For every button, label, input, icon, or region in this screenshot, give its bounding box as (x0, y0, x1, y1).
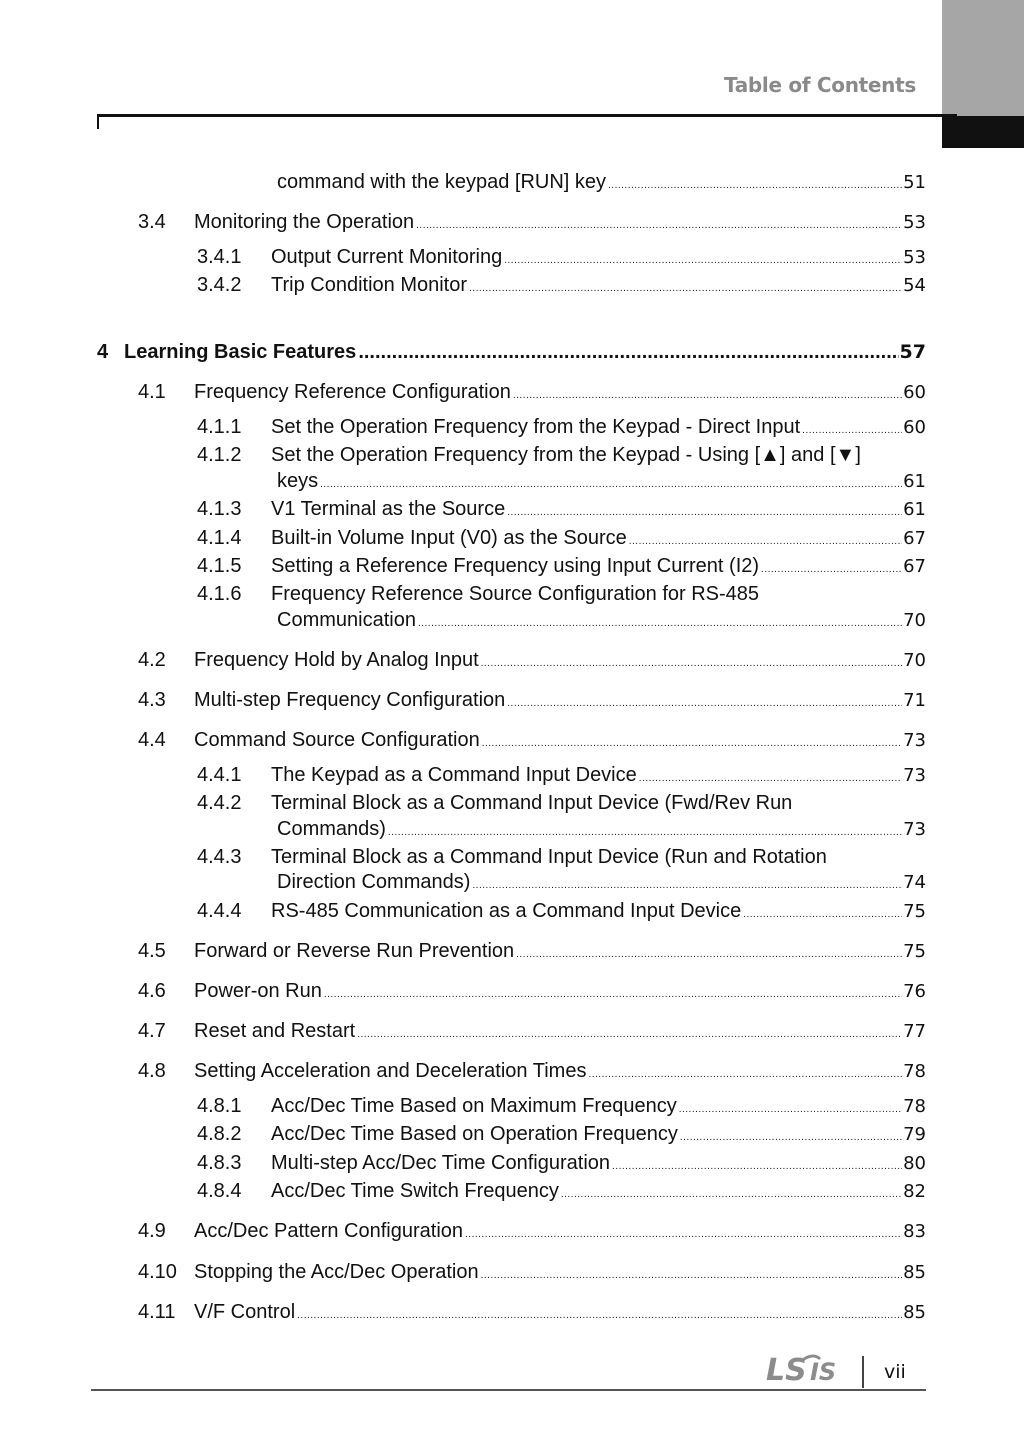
toc-entry-title: Learning Basic Features (124, 341, 357, 363)
toc-leader-dots (418, 612, 902, 636)
toc-entry-title: Monitoring the Operation (194, 211, 415, 233)
toc-entry-4-8[interactable] (138, 1059, 926, 1087)
toc-leader-dots (358, 340, 898, 364)
toc-entry-title: command with the keypad [RUN] key (277, 171, 607, 193)
svg-text:IS: IS (810, 1358, 837, 1385)
lsis-logo (764, 1353, 848, 1385)
toc-entry-title: Set the Operation Frequency from the Keypad - Direct Input (271, 416, 801, 438)
toc-leader-dots (416, 214, 902, 238)
toc-leader-dots (629, 530, 902, 554)
toc-entry-title: Command Source Configuration (194, 729, 480, 751)
toc-entry-4-1-2[interactable] (197, 443, 861, 467)
toc-entry-title-continued: Commands) (277, 818, 386, 840)
toc-entry-4-8-1[interactable] (197, 1094, 926, 1122)
toc-entry-3-4-1[interactable] (197, 245, 926, 273)
toc-entry-page: 73 (903, 730, 926, 751)
toc-entry-page: 70 (903, 650, 926, 671)
toc-entry-4-8-4[interactable] (197, 1179, 926, 1207)
toc-entry-page: 83 (903, 1221, 926, 1242)
toc-entry-4-4-4[interactable] (197, 899, 926, 927)
toc-entry-number: 4.8.1 (197, 1095, 242, 1117)
toc-entry-4-4[interactable] (138, 728, 926, 756)
footer-rule (91, 1389, 926, 1391)
toc-leader-dots (324, 983, 902, 1007)
toc-entry-page: 78 (903, 1061, 926, 1082)
toc-entry-page: 67 (903, 556, 926, 577)
toc-entry-title: Acc/Dec Time Based on Operation Frequency (271, 1123, 678, 1145)
toc-entry-page: 85 (903, 1262, 926, 1283)
toc-entry-title: Forward or Reverse Run Prevention (194, 940, 515, 962)
toc-entry-page: 61 (903, 471, 926, 492)
toc-entry-number: 4.8.4 (197, 1180, 242, 1202)
toc-entry-title: Setting Acceleration and Deceleration Times (194, 1060, 587, 1082)
toc-entry-number: 4.11 (138, 1301, 176, 1323)
toc-entry-4-1-2-continued[interactable] (277, 469, 926, 497)
toc-leader-dots (504, 249, 902, 273)
toc-entry-title: Frequency Reference Configuration (194, 381, 511, 403)
toc-leader-dots (507, 692, 902, 716)
toc-leader-dots (481, 652, 902, 676)
toc-entry-page: 60 (903, 417, 926, 438)
toc-entry-4-5[interactable] (138, 939, 926, 967)
toc-entry-number: 4.4.2 (197, 792, 242, 814)
toc-entry-title: Setting a Reference Frequency using Input Current (I2) (271, 555, 760, 577)
toc-entry-4[interactable] (97, 340, 926, 364)
toc-leader-dots (608, 174, 902, 198)
toc-leader-dots (357, 1023, 902, 1047)
toc-entry-title: V1 Terminal as the Source (271, 498, 506, 520)
toc-entry-4-1-3[interactable] (197, 497, 926, 525)
toc-entry-title: Terminal Block as a Command Input Device (Run and Rotation (271, 846, 827, 868)
toc-entry-title: Frequency Hold by Analog Input (194, 649, 479, 671)
toc-entry-page: 70 (903, 610, 926, 631)
toc-leader-dots (639, 767, 902, 791)
toc-leader-dots (465, 1223, 902, 1247)
toc-leader-dots (297, 1304, 902, 1328)
toc-entry-4-8-2[interactable] (197, 1122, 926, 1150)
toc-leader-dots (469, 277, 902, 301)
toc-entry-page: 67 (903, 528, 926, 549)
toc-entry-4-8-3[interactable] (197, 1151, 926, 1179)
toc-entry-title: Output Current Monitoring (271, 246, 503, 268)
toc-leader-dots (761, 558, 902, 582)
toc-entry-page: 75 (903, 941, 926, 962)
toc-leader-dots (802, 419, 902, 443)
toc-entry-number: 4.1.2 (197, 444, 242, 466)
toc-entry-title: Acc/Dec Time Switch Frequency (271, 1180, 559, 1202)
toc-entry-number: 4.1.3 (197, 498, 242, 520)
toc-entry-number: 4.1.4 (197, 527, 242, 549)
toc-entry-page: 75 (903, 901, 926, 922)
toc-entry-4-1[interactable] (138, 380, 926, 408)
page-header-title: Table of Contents (723, 73, 916, 97)
toc-entry-number: 4.1.1 (197, 416, 242, 438)
toc-leader-dots (507, 501, 902, 525)
toc-entry-title: Trip Condition Monitor (271, 274, 468, 296)
toc-leader-dots (743, 903, 902, 927)
toc-entry-number: 4.4 (138, 729, 166, 751)
toc-entry-number: 3.4.2 (197, 274, 242, 296)
toc-entry-number: 4.2 (138, 649, 166, 671)
toc-entry-page: 51 (903, 172, 926, 193)
toc-entry-title-continued: Direction Commands) (277, 871, 471, 893)
toc-entry-4-9[interactable] (138, 1219, 926, 1247)
toc-entry-4-4-2-continued[interactable] (277, 817, 926, 845)
toc-leader-dots (481, 1264, 902, 1288)
toc-entry-4-7[interactable] (138, 1019, 926, 1047)
footer-separator (862, 1356, 864, 1388)
toc-entry-page: 76 (903, 981, 926, 1002)
toc-entry-continued[interactable] (277, 170, 926, 198)
toc-entry-number: 4.7 (138, 1020, 166, 1042)
toc-leader-dots (561, 1183, 902, 1207)
toc-entry-title: Power-on Run (194, 980, 322, 1002)
toc-entry-number: 4 (97, 341, 109, 363)
toc-entry-number: 4.3 (138, 689, 166, 711)
toc-entry-4-4-2[interactable] (197, 791, 792, 815)
toc-entry-4-11[interactable] (138, 1300, 926, 1328)
toc-entry-number: 4.5 (138, 940, 166, 962)
toc-entry-title: Frequency Reference Source Configuration for RS-485 (271, 583, 760, 605)
toc-entry-title: Built-in Volume Input (V0) as the Source (271, 527, 627, 549)
toc-entry-page: 85 (903, 1302, 926, 1323)
toc-entry-title: Stopping the Acc/Dec Operation (194, 1261, 479, 1283)
toc-entry-3-4[interactable] (138, 210, 926, 238)
toc-entry-title: RS-485 Communication as a Command Input Device (271, 900, 742, 922)
toc-entry-4-4-3-continued[interactable] (277, 870, 926, 898)
toc-leader-dots (513, 384, 902, 408)
toc-entry-page: 53 (903, 247, 926, 268)
toc-entry-title: V/F Control (194, 1301, 296, 1323)
toc-entry-page: 79 (903, 1124, 926, 1145)
toc-entry-title: Reset and Restart (194, 1020, 356, 1042)
toc-entry-number: 3.4 (138, 211, 166, 233)
toc-entry-4-1-1[interactable] (197, 415, 926, 443)
toc-entry-title: Acc/Dec Time Based on Maximum Frequency (271, 1095, 677, 1117)
toc-entry-number: 4.8.2 (197, 1123, 242, 1145)
toc-entry-page: 82 (903, 1181, 926, 1202)
page-number: vii (884, 1361, 906, 1383)
toc-entry-page: 73 (903, 819, 926, 840)
toc-entry-title-continued: keys (277, 470, 319, 492)
toc-entry-number: 3.4.1 (197, 246, 242, 268)
toc-leader-dots (680, 1126, 902, 1150)
toc-entry-number: 4.4.4 (197, 900, 242, 922)
toc-entry-4-1-4[interactable] (197, 526, 926, 554)
toc-entry-title: Set the Operation Frequency from the Keypad - Using [▲] and [▼] (271, 444, 861, 466)
toc-entry-4-6[interactable] (138, 979, 926, 1007)
toc-leader-dots (472, 874, 902, 898)
svg-text:LS: LS (766, 1353, 807, 1385)
toc-entry-page: 77 (903, 1021, 926, 1042)
toc-entry-page: 74 (903, 872, 926, 893)
toc-leader-dots (679, 1098, 902, 1122)
toc-entry-page: 73 (903, 765, 926, 786)
toc-entry-number: 4.10 (138, 1261, 177, 1283)
toc-entry-4-1-6[interactable] (197, 582, 759, 606)
toc-leader-dots (516, 943, 902, 967)
toc-entry-number: 4.9 (138, 1220, 166, 1242)
toc-entry-4-4-3[interactable] (197, 845, 827, 869)
toc-leader-dots (482, 732, 902, 756)
toc-entry-title: The Keypad as a Command Input Device (271, 764, 637, 786)
toc-entry-number: 4.8 (138, 1060, 166, 1082)
toc-entry-4-1-6-continued[interactable] (277, 608, 926, 636)
toc-entry-title: Multi-step Acc/Dec Time Configuration (271, 1152, 611, 1174)
toc-entry-number: 4.8.3 (197, 1152, 242, 1174)
toc-entry-title: Multi-step Frequency Configuration (194, 689, 506, 711)
toc-entry-page: 57 (899, 341, 926, 363)
toc-entry-number: 4.1 (138, 381, 166, 403)
toc-leader-dots (388, 821, 902, 845)
toc-entry-number: 4.6 (138, 980, 166, 1002)
toc-entry-number: 4.1.5 (197, 555, 242, 577)
toc-entry-page: 61 (903, 499, 926, 520)
toc-entry-number: 4.4.1 (197, 764, 242, 786)
toc-entry-4-10[interactable] (138, 1260, 926, 1288)
toc-entry-title: Acc/Dec Pattern Configuration (194, 1220, 464, 1242)
toc-leader-dots (588, 1063, 902, 1087)
toc-entry-4-2[interactable] (138, 648, 926, 676)
toc-entry-page: 71 (903, 690, 926, 711)
toc-entry-number: 4.1.6 (197, 583, 242, 605)
toc-entry-page: 54 (903, 275, 926, 296)
toc-leader-dots (612, 1155, 902, 1179)
toc-entry-3-4-2[interactable] (197, 273, 926, 301)
toc-entry-page: 80 (903, 1153, 926, 1174)
toc-entry-page: 53 (903, 212, 926, 233)
toc-leader-dots (320, 473, 902, 497)
toc-entry-page: 60 (903, 382, 926, 403)
toc-entry-number: 4.4.3 (197, 846, 242, 868)
toc-entry-4-3[interactable] (138, 688, 926, 716)
toc-entry-title: Terminal Block as a Command Input Device (Fwd/Rev Run (271, 792, 793, 814)
toc-entry-4-4-1[interactable] (197, 763, 926, 791)
toc-entry-page: 78 (903, 1096, 926, 1117)
toc-entry-4-1-5[interactable] (197, 554, 926, 582)
toc-entry-title-continued: Communication (277, 609, 416, 631)
